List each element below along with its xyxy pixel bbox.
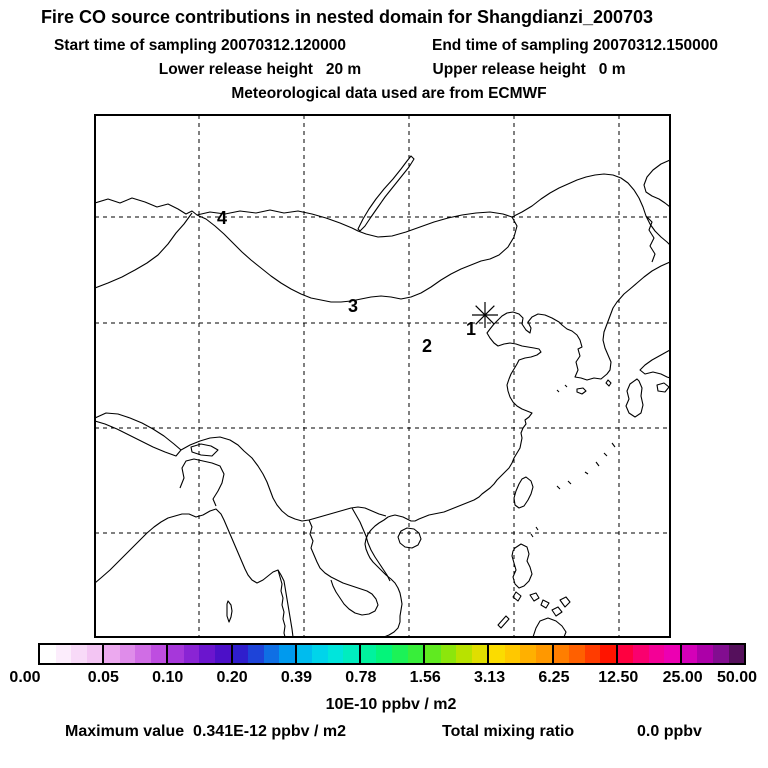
upper-release-text: Upper release height 0 m [432, 61, 626, 78]
coastlines-layer [95, 156, 670, 637]
colorbar-cell [312, 645, 328, 663]
outline-ryukyu-2 [604, 453, 607, 456]
colorbar-cell [104, 645, 120, 663]
outline-bhutan-border [191, 444, 218, 456]
colorbar-cell [376, 645, 392, 663]
colorbar-cell [664, 645, 682, 663]
colorbar-cell [600, 645, 618, 663]
colorbar-cell [151, 645, 169, 663]
colorbar-cell [472, 645, 490, 663]
outline-kyushu [626, 379, 643, 417]
colorbar-cell [554, 645, 570, 663]
colorbar-tick-0.78: 0.78 [345, 669, 377, 686]
meteo-data-text: Meteorological data used are from ECMWF [231, 85, 547, 102]
outline-honshu-tip [640, 350, 670, 378]
colorbar-tick-12.50: 12.50 [598, 669, 639, 686]
outline-nepal-border [95, 413, 181, 456]
outline-batanes-2 [531, 534, 533, 537]
colorbar-cell [264, 645, 280, 663]
outline-tsushima [606, 380, 611, 386]
outline-visayas-3 [552, 607, 562, 616]
colorbar-cell [392, 645, 408, 663]
colorbar-cell [618, 645, 634, 663]
source-label-2: 2 [421, 336, 433, 356]
colorbar-cell [87, 645, 105, 663]
outline-ussuri-border [646, 216, 655, 262]
outline-bangladesh-border [180, 459, 224, 506]
outline-ryukyu-1 [612, 443, 615, 447]
source-label-3: 3 [347, 296, 359, 316]
colorbar-cell [633, 645, 649, 663]
outline-taiwan [514, 477, 533, 508]
outline-shikoku [657, 383, 669, 392]
colorbar-cell [40, 645, 56, 663]
colorbar-cell [649, 645, 665, 663]
outline-bengal-coast [95, 509, 293, 637]
maximum-value-label: Maximum value 0.341E-12 ppbv / m2 [65, 723, 347, 740]
outline-korea-strait-islet-1 [565, 385, 567, 387]
colorbar-cell [328, 645, 344, 663]
outline-luzon [512, 544, 532, 588]
colorbar-cell [713, 645, 729, 663]
colorbar-tick-25.00: 25.00 [662, 669, 703, 686]
colorbar-cell [505, 645, 521, 663]
colorbar-cell [71, 645, 87, 663]
plot-title: Fire CO source contributions in nested domain for Shangdianzi_200703 [40, 7, 654, 27]
outline-jeju [577, 388, 586, 394]
outline-mongolia-border [197, 210, 517, 302]
maximum-value: 0.341E-12 ppbv / m2 [193, 723, 347, 740]
colorbar-cell [489, 645, 505, 663]
outline-samar [560, 597, 570, 607]
colorbar-cell [729, 645, 745, 663]
outline-korea-strait-islet-2 [557, 390, 559, 392]
total-mixing-ratio-label: Total mixing ratio [442, 723, 575, 740]
colorbar-cell [343, 645, 361, 663]
colorbar-cell [569, 645, 585, 663]
outline-batanes-1 [536, 527, 538, 530]
outline-ryukyu-5 [568, 481, 571, 484]
outline-visayas-1 [530, 593, 539, 601]
colorbar-unit-label: 10E-10 ppbv / m2 [325, 696, 457, 713]
colorbar-tick-6.25: 6.25 [538, 669, 570, 686]
outline-ryukyu-4 [585, 472, 588, 474]
colorbar-tick-0.00: 0.00 [9, 669, 41, 686]
colorbar-cell [215, 645, 233, 663]
colorbar-cell [361, 645, 377, 663]
colorbar-tick-0.10: 0.10 [152, 669, 184, 686]
colorbar-cell [248, 645, 264, 663]
colorbar-tick-3.13: 3.13 [473, 669, 506, 686]
colorbar-cell [520, 645, 536, 663]
outline-kazakh-china-border [95, 213, 192, 288]
colorbar-cell [456, 645, 472, 663]
lower-release-text: Lower release height 20 m [158, 61, 362, 78]
colorbar-cell [184, 645, 200, 663]
colorbar-cell [408, 645, 426, 663]
outline-east-asia-coast [365, 262, 670, 637]
colorbar-tick-0.20: 0.20 [216, 669, 248, 686]
colorbar-cell [297, 645, 313, 663]
outline-lake-baikal [358, 156, 414, 231]
outline-visayas-2 [541, 600, 549, 608]
total-mixing-ratio-value: 0.0 ppbv [637, 723, 702, 740]
colorbar-tick-0.39: 0.39 [280, 669, 313, 686]
colorbar-cell [168, 645, 184, 663]
start-time-text: Start time of sampling 20070312.120000 [53, 37, 347, 54]
end-time-text: End time of sampling 20070312.150000 [431, 37, 719, 54]
colorbar-cell [120, 645, 136, 663]
outline-china-south-border [181, 437, 386, 521]
colorbar [38, 643, 746, 665]
outline-russia-border-west [95, 198, 197, 215]
colorbar-cell [199, 645, 215, 663]
colorbar-cell [135, 645, 151, 663]
colorbar-cell [682, 645, 698, 663]
colorbar-tick-50.00: 50.00 [716, 669, 758, 686]
outline-ryukyu-6 [557, 486, 560, 489]
colorbar-tick-1.56: 1.56 [409, 669, 441, 686]
outline-palawan [498, 616, 509, 628]
outline-amur-border [512, 174, 670, 245]
outline-okhotsk-coast [644, 160, 670, 207]
colorbar-cell [56, 645, 72, 663]
colorbar-cell [279, 645, 297, 663]
source-label-1: 1 [465, 319, 477, 339]
source-label-4: 4 [216, 208, 228, 228]
outline-andaman-island [227, 601, 232, 622]
colorbar-tick-0.05: 0.05 [87, 669, 119, 686]
colorbar-cell [425, 645, 441, 663]
outline-laos-vietnam-border [352, 508, 390, 581]
colorbar-cell [536, 645, 554, 663]
map-frame [95, 115, 670, 637]
colorbar-cell [585, 645, 601, 663]
colorbar-cell [233, 645, 249, 663]
colorbar-cell [697, 645, 713, 663]
outline-ryukyu-3 [596, 462, 599, 466]
colorbar-cell [441, 645, 457, 663]
outline-mindanao-top [533, 618, 566, 637]
